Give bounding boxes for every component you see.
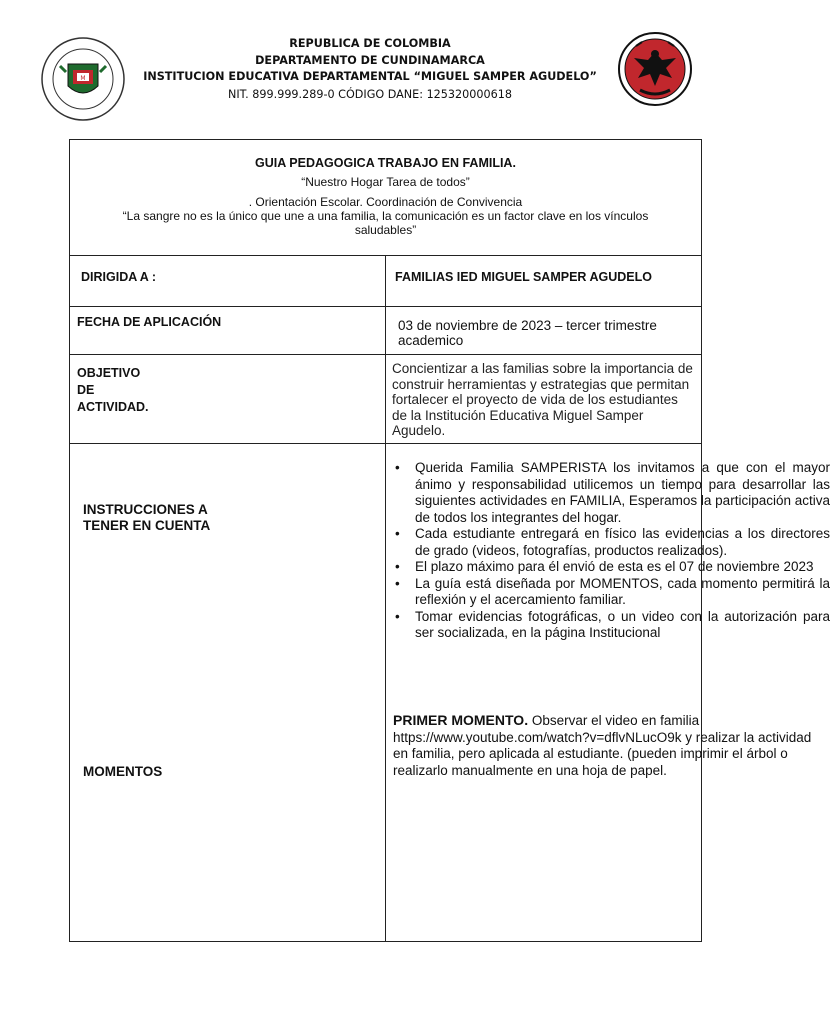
instrucciones-label xyxy=(83,502,210,534)
list-item xyxy=(392,559,830,576)
bullet-icon: • xyxy=(395,526,400,541)
guide-title: GUIA PEDAGOGICA TRABAJO EN FAMILIA. xyxy=(255,156,516,170)
bullet-icon: • xyxy=(395,460,400,475)
primer-momento-text: Observar el video en familia https://www.youtube.com/watch?v=dflvNLucO9k y realizar la actividad en familia, pero aplicada al estudiante. (pueden imprimir el árbol o realizarlo manualmente en una hoja de papel. xyxy=(393,713,812,778)
svg-text:M: M xyxy=(80,75,86,82)
instrucciones-content-cell xyxy=(386,444,830,942)
eagle-badge-icon xyxy=(616,30,694,108)
fecha-value: 03 de noviembre de 2023 – tercer trimestre academico xyxy=(386,307,702,355)
objetivo-label-line: DE xyxy=(77,383,95,397)
country-line: REPUBLICA DE COLOMBIA xyxy=(289,37,451,50)
bullet-icon: • xyxy=(395,608,400,624)
momentos-label: MOMENTOS xyxy=(83,764,163,779)
objetivo-label-line: OBJETIVO xyxy=(77,366,141,380)
primer-momento xyxy=(393,712,823,779)
instruction-text: La guía está diseñada por MOMENTOS, cada momento permitirá la reflexión y el acercamiento familiar. xyxy=(415,575,830,607)
dirigida-value: FAMILIAS IED MIGUEL SAMPER AGUDELO xyxy=(386,256,702,307)
instruction-text: El plazo máximo para él envió de esta es el 07 de noviembre 2023 xyxy=(415,559,814,574)
instructions-list xyxy=(392,460,830,642)
nit-line: NIT. 899.999.289-0 CÓDIGO DANE: 125320000618 xyxy=(228,87,512,101)
list-item xyxy=(392,609,830,642)
instruction-text: Tomar evidencias fotográficas, o un video con la autorización para ser socializada, en la página Institucional xyxy=(415,608,830,640)
guide-quote: “La sangre no es la único que une a una familia, la comunicación es un factor clave en los vínculos saludables” xyxy=(122,209,649,237)
guide-title-cell xyxy=(70,140,702,256)
institution-line: INSTITUCION EDUCATIVA DEPARTAMENTAL “MIGUEL SAMPER AGUDELO” xyxy=(143,70,597,83)
dirigida-label: DIRIGIDA A : xyxy=(70,256,386,307)
primer-momento-title: PRIMER MOMENTO. xyxy=(393,712,529,728)
school-seal-icon xyxy=(40,36,126,122)
objetivo-label xyxy=(70,355,386,444)
instrucciones-label-line: TENER EN CUENTA xyxy=(83,518,211,533)
header-lines xyxy=(140,36,600,103)
instruction-text: Cada estudiante entregará en físico las evidencias a los directores de grado (videos, fotografías, productos realizados). xyxy=(415,526,830,558)
list-item xyxy=(392,576,830,609)
instrucciones-label-cell xyxy=(70,444,386,942)
list-item xyxy=(392,460,830,526)
document-header xyxy=(0,30,768,120)
department-line: DEPARTAMENTO DE CUNDINAMARCA xyxy=(255,53,485,67)
guide-area: . Orientación Escolar. Coordinación de Convivencia xyxy=(248,195,523,209)
guide-subtitle: “Nuestro Hogar Tarea de todos” xyxy=(301,175,470,189)
guide-table xyxy=(69,139,830,942)
list-item xyxy=(392,526,830,559)
instruction-text: Querida Familia SAMPERISTA los invitamos a que con el mayor ánimo y responsabilidad utilicemos un tiempo para desarrollar las siguientes actividades en FAMILIA, Esperamos la participación activa de todos los integrantes del hogar. xyxy=(415,460,830,525)
objetivo-value: Concientizar a las familias sobre la importancia de construir herramientas y estrategias que permitan fortalecer el proyecto de vida de los estudiantes de la Institución Educativa Miguel Samper Agudelo. xyxy=(386,355,702,444)
bullet-icon: • xyxy=(395,559,400,574)
objetivo-label-line: ACTIVIDAD. xyxy=(77,400,149,414)
instrucciones-label-line: INSTRUCCIONES A xyxy=(83,502,208,517)
fecha-label: FECHA DE APLICACIÓN xyxy=(70,307,386,355)
bullet-icon: • xyxy=(395,575,400,591)
